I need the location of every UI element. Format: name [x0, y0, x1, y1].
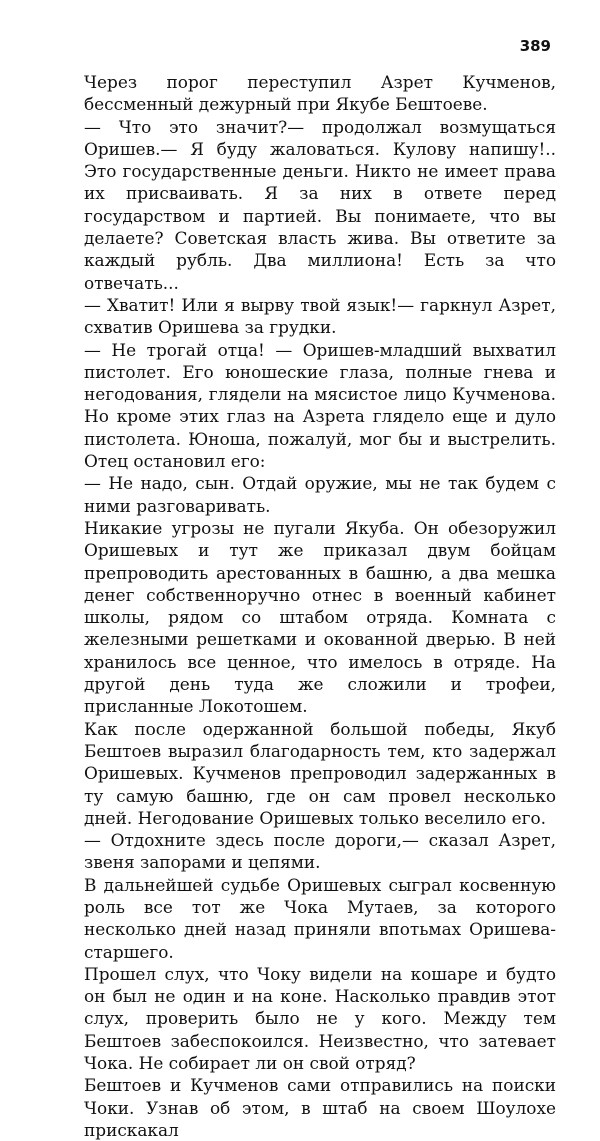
- paragraph: Никакие угрозы не пугали Якуба. Он обезоружил Оришевых и тут же приказал двум бойцам препроводить арестованных в башню, а два мешка денег собственноручно отнес в военный кабинет школы, рядом со штабом отряда. Комната с железными решетками и окованной дверью. В ней хранилось все ценное, что имелось в отряде. На другой день туда же сложили и трофеи, присланные Локотошем.: [84, 517, 556, 717]
- paragraph: — Хватит! Или я вырву твой язык!— гаркнул Азрет, схватив Оришева за грудки.: [84, 294, 556, 338]
- paragraph: В дальнейшей судьбе Оришевых сыграл косвенную роль все тот же Чока Мутаев, за которого несколько дней назад приняли впотьмах Оришева-старшего.: [84, 874, 556, 962]
- paragraph: — Отдохните здесь после дороги,— сказал Азрет, звеня запорами и цепями.: [84, 830, 556, 873]
- paragraph: Бештоев и Кучменов сами отправились на поиски Чоки. Узнав об этом, в штаб на своем Шоулохе прискакал: [84, 1075, 556, 1140]
- paragraph: — Не трогай отца! — Оришев-младший выхватил пистолет. Его юношеские глаза, полные гнева и негодования, глядели на мясистое лицо Кучменова. Но кроме этих глаз на Азрета глядело еще и дуло пистолета. Юноша, пожалуй, мог бы и выстрелить. Отец остановил его:: [84, 339, 556, 472]
- paragraph: Через порог переступил Азрет Кучменов, бессменный дежурный при Якубе Бештоеве.: [84, 72, 556, 115]
- paragraph: — Не надо, сын. Отдай оружие, мы не так будем с ними разговаривать.: [84, 473, 556, 516]
- page-number: 389: [519, 37, 551, 55]
- paragraph: Прошел слух, что Чоку видели на кошаре и будто он был не один и на коне. Насколько правдив этот слух, проверить было не у кого. Между тем Бештоев забеспокоился. Неизвестно, что затевает Чока. Не собирает ли он свой отряд?: [84, 963, 556, 1074]
- paragraph: Как после одержанной большой победы, Якуб Бештоев выразил благодарность тем, кто задержал Оришевых. Кучменов препроводил задержанных в ту самую башню, где он сам провел несколько дней. Негодование Оришевых только веселило его.: [84, 718, 556, 828]
- paragraph: — Что это значит?— продолжал возмущаться Оришев.— Я буду жаловаться. Кулову напишу!.. Это государственные деньги. Никто не имеет права их присваивать. Я за них в ответе перед государством и партией. Вы понимаете, что вы делаете? Советская власть жива. Вы ответите за каждый рубль. Два миллиона! Есть за что отвечать...: [84, 116, 556, 293]
- body-text: [84, 71, 556, 1141]
